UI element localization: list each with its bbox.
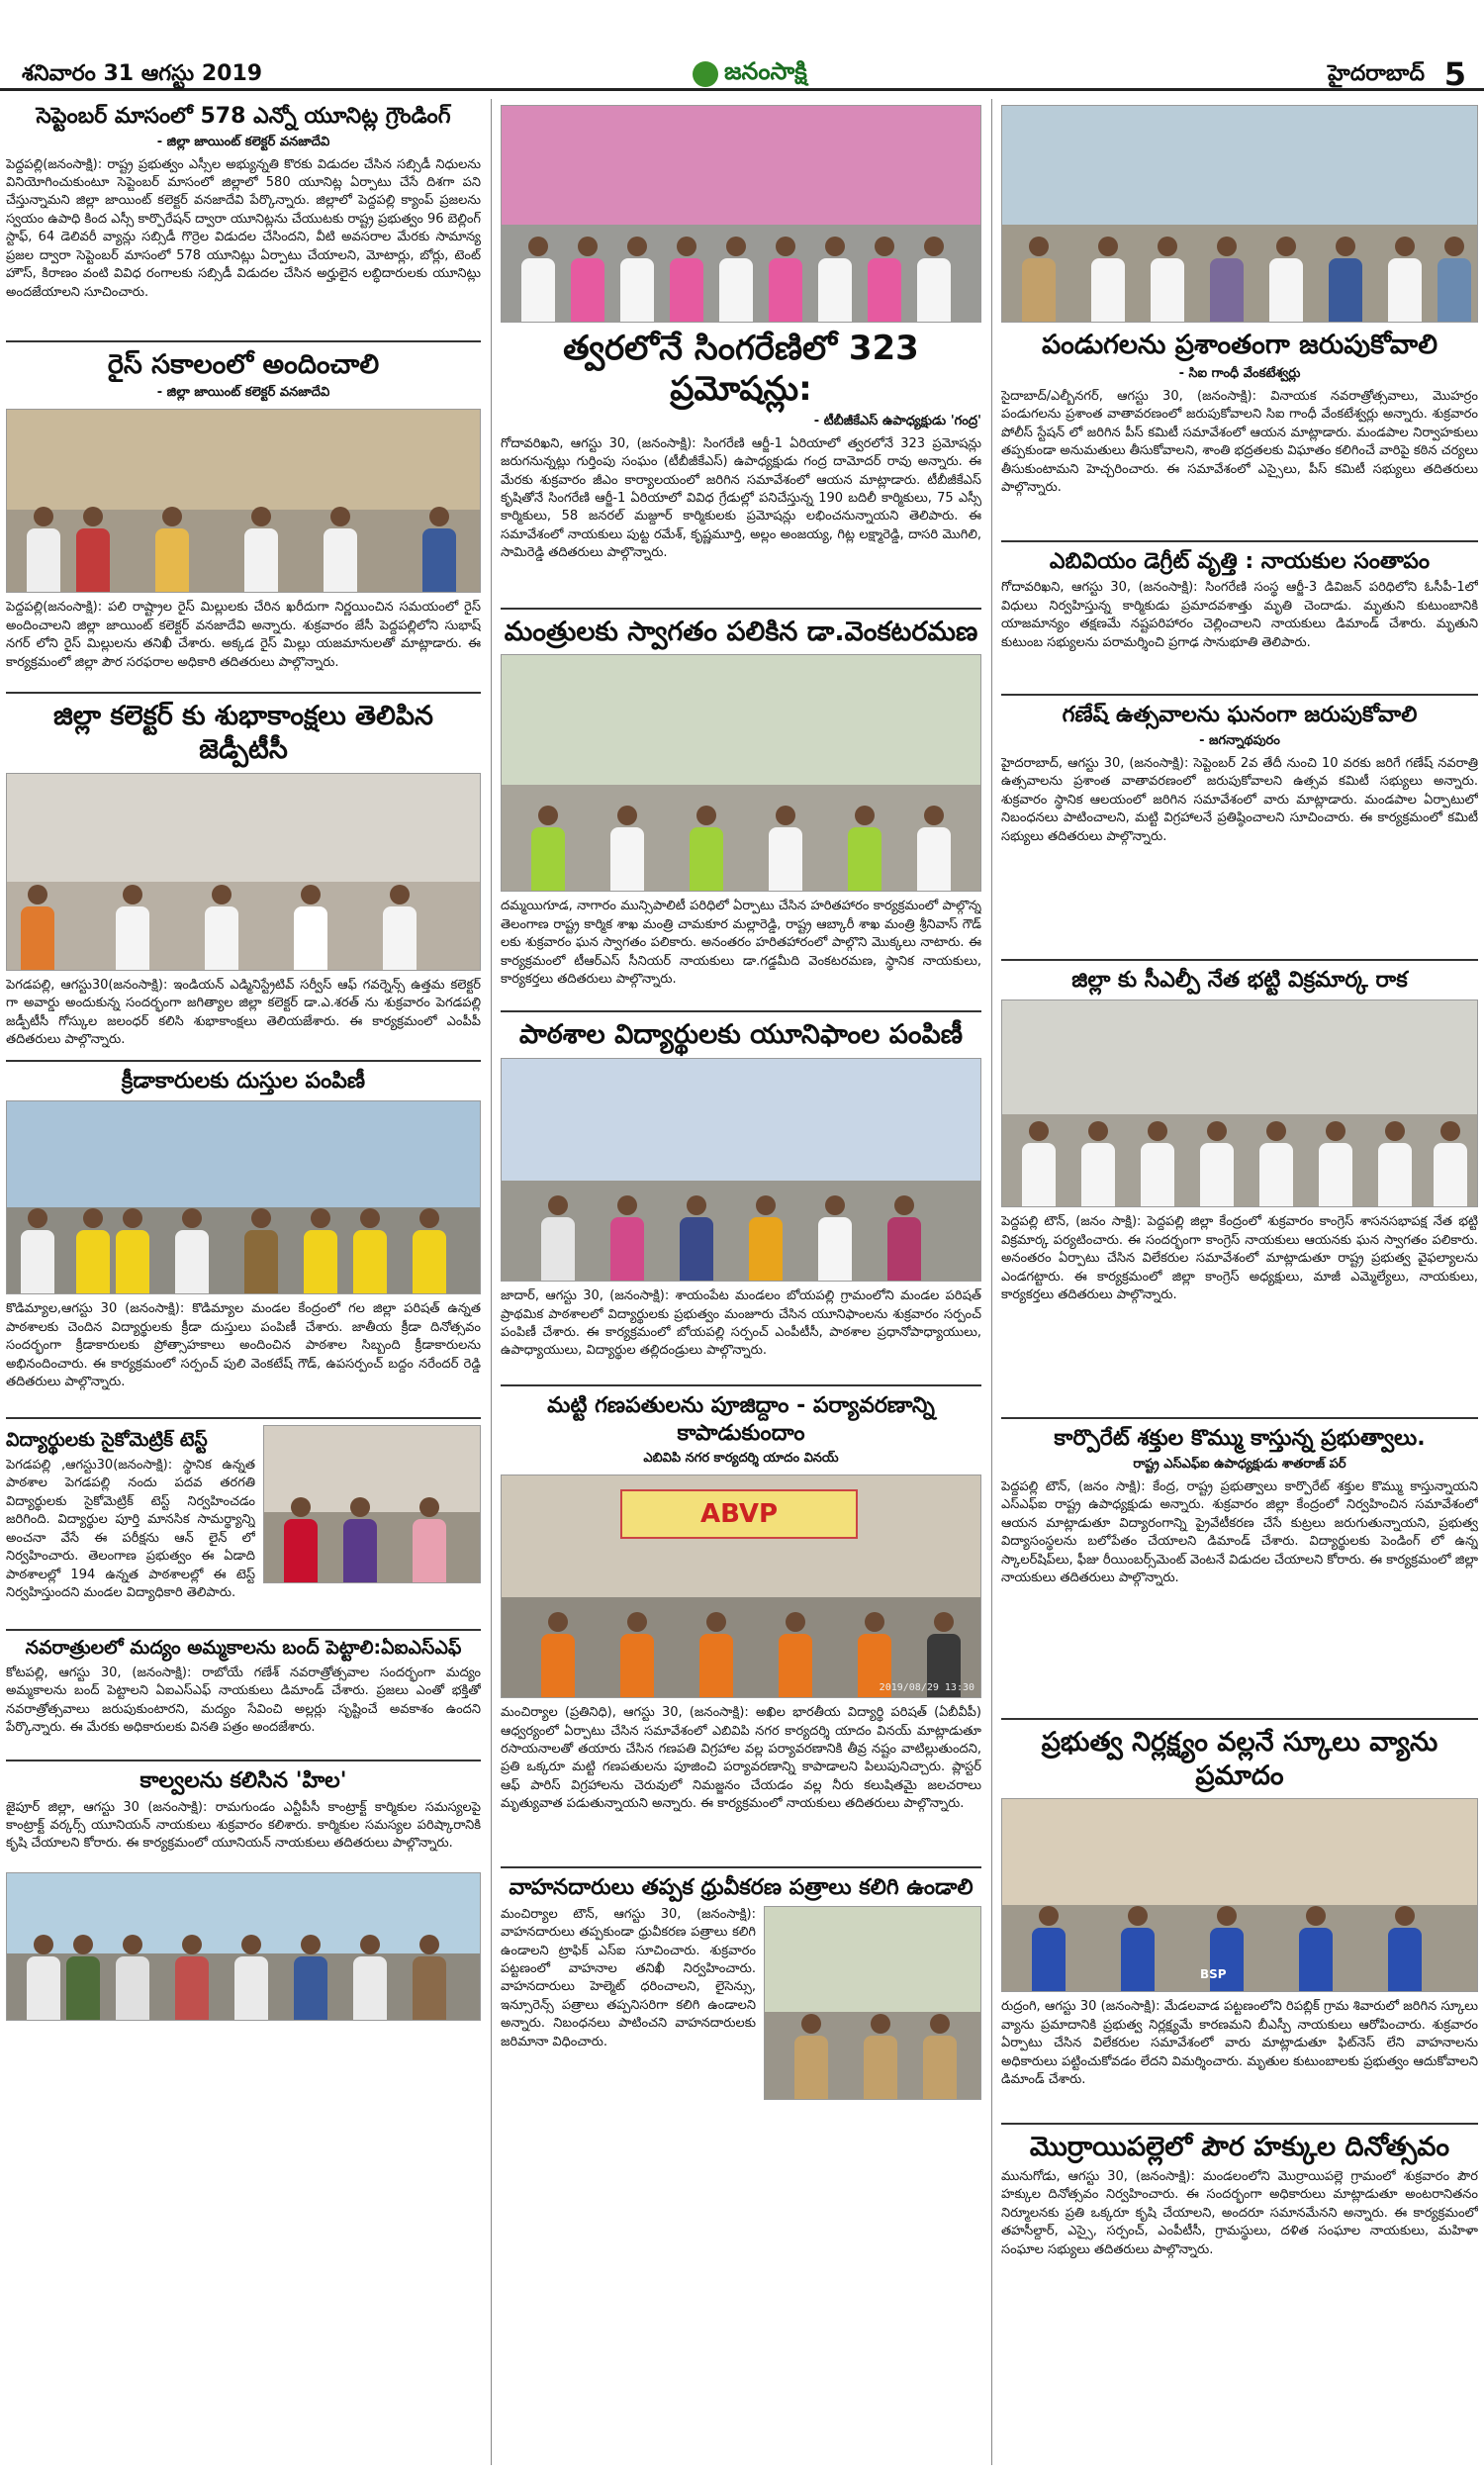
article-headline: జిల్లా కలెక్టర్ కు శుభాకాంక్షలు తెలిపిన జెడ్పీటీసీ (52, 701, 434, 765)
article-byline: - సిఐ గాంధీ వేంకటేశ్వర్లు (1178, 365, 1301, 381)
article-separator (501, 1384, 981, 1386)
article-body: పెద్దపల్లి టౌన్, (జనం సాక్షి): పెద్దపల్లి జిల్లా కేంద్రంలో శుక్రవారం కాంగ్రెస్ శాసనసభాపక్ష నేత భట్టి విక్రమార్క పర్యటించారు. ఈ సందర్భంగా కాంగ్రెస్ నాయకులు ఆయనకు ఘన స్వాగతం పలికారు. అనంతరం ఏర్పాటు చేసిన విలేకరుల సమావేశంలో మాట్లాడుతూ రాష్ట్ర ప్రభుత్వ వైఫల్యాలను ఎండగట్టారు. ఈ కార్యక్రమంలో జిల్లా కాంగ్రెస్ అధ్యక్షులు, మాజీ ఎమ్మెల్యేలు, నాయకులు, కార్యకర్తలు తదితరులు పాల్గొన్నారు. (1001, 1214, 1478, 1303)
column-1 (6, 99, 481, 2465)
news-photo (263, 1425, 481, 1583)
news-photo (1001, 105, 1478, 323)
lead-headline: త్వరలోనే సింగరేణిలో 323 ప్రమోషన్లు: (563, 329, 919, 409)
article-body: పెగడపల్లి ,ఆగస్టు30(జనంసాక్షి): స్థానిక ఉన్నత పాఠశాల పెగడపల్లి నందు పదవ తరగతి విద్యార్థులకు సైకోమెట్రిక్ టెస్ట్ నిర్వహించడం జరిగింది. విద్యార్థుల పూర్తి మానసిక సామర్థ్యాన్ని అంచనా వేసే ఈ పరీక్షను ఆన్ లైన్ లో నిర్వహించారు. తెలంగాణ ప్రభుత్వం ఈ ఏడాది పాఠశాలల్లో 194 ఉన్నత పాఠశాలల్లో ఈ టెస్ట్ నిర్వహిస్తుందని మండల విద్యాధికారి తెలిపారు. (6, 1458, 255, 1601)
page-number: 5 (1443, 55, 1466, 93)
article-headline: మొర్రాయిపల్లెలో పౌర హక్కుల దినోత్సవం (1029, 2132, 1450, 2163)
news-photo (764, 1906, 981, 2100)
article-byline: - జిల్లా జాయింట్ కలెక్టర్ వనజాదేవి (156, 385, 330, 401)
article-body: పెద్దపల్లి(జనంసాక్షి): రాష్ట్ర ప్రభుత్వం ఎస్సీల అభ్యున్నతి కొరకు విడుదల చేసిన సబ్సిడీ నిధులను వినియోగించుకుంటూ సెప్టెంబర్ మాసంలో జిల్లాలో 580 యూనిట్ల ఏర్పాటు చేసే దిశగా పని చేస్తున్నామని జిల్లా జాయింట్ కలెక్టర్ వనజాదేవి పేర్కొన్నారు. జిల్లాలో పెద్దపల్లి క్యాంప్ ప్రజలను స్వయం ఉపాధి కింద ఎస్సీ కార్పొరేషన్ ద్వారా యూనిట్లను చేయుటకు రాష్ట్ర ప్రభుత్వం 96 బెల్లింగ్ స్టాఫ్, 64 డెలివరీ వ్యాన్లు సబ్సిడీ గొర్రెల విడుదల చేసిందని, వీటి అవసరాల మేరకు సామాన్య ప్రజల ద్వారా సెప్టెంబర్ మాసంలో 578 యూనిట్లు ఏర్పాటు చేయాలని, మోటార్లు, బోర్లు, టెంట్ హౌస్, కిరాణం వంటి వివిధ రంగాలకు సబ్సిడీ విడుదల చేసిన అర్హులైన లబ్ధిదారులకు యూనిట్లు అందజేయాలని సూచించారు. (6, 156, 481, 300)
article-separator (1001, 2123, 1478, 2125)
article-with-photo (6, 1425, 481, 1623)
banner-text: ABVP (620, 1489, 858, 1539)
article-separator (6, 1760, 481, 1761)
article-byline: - జగన్నాథపురం (1199, 732, 1280, 748)
article-separator (501, 1866, 981, 1868)
article-headline: నవరాత్రులలో మద్యం అమ్మకాలను బంద్ పెట్టాలి:ఏఐఎస్ఎఫ్ (25, 1637, 462, 1660)
article-byline: - జిల్లా జాయింట్ కలెక్టర్ వనజాదేవి (156, 134, 330, 149)
newspaper-logo (693, 59, 807, 89)
edition-city: హైదరాబాద్ (1328, 61, 1425, 86)
article-headline: గణేష్ ఉత్సవాలను ఘనంగా జరుపుకోవాలి (1062, 703, 1418, 728)
column-divider (991, 99, 992, 2465)
article-body: గోదావరిఖని, ఆగస్టు 30, (జనంసాక్షి): సింగరేణి సంస్థ ఆర్జీ-3 డివిజన్ పరిధిలోని ఓసీపీ-1లో విధులు నిర్వహిస్తున్న కార్మికుడు ప్రమాదవశాత్తు మృతి చెందాడు. మృతుని కుటుంబానికి యాజమాన్యం తక్షణమే నష్టపరిహారం చెల్లించాలని నాయకులు డిమాండ్ చేశారు. మృతుని కుటుంబ సభ్యులను పరామర్శించి ప్రగాఢ సానుభూతి తెలిపారు. (1001, 580, 1478, 650)
article-headline: వాహనదారులు తప్పక ధ్రువీకరణ పత్రాలు కలిగి ఉండాలి (509, 1875, 974, 1901)
article-separator (1001, 1718, 1478, 1720)
photo-timestamp: 2019/08/29 13:30 (879, 1682, 974, 1694)
article-separator (501, 1010, 981, 1012)
article-body: కోటపల్లి, ఆగస్టు 30, (జనంసాక్షి): రాబోయే గణేశ్ నవరాత్రోత్సవాల సందర్భంగా మద్యం అమ్మకాలను బంద్ పెట్టాలని ఏఐఎస్ఎఫ్ నాయకులు డిమాండ్ చేశారు. ప్రజలు ఎంతో భక్తితో నవరాత్రోత్సవాలు జరుపుకుంటారని, మద్యం సేవించి అల్లర్లు సృష్టించే అవకాశం ఉందని పేర్కొన్నారు. ఈ మేరకు అధికారులకు వినతి పత్రం అందజేశారు. (6, 1666, 481, 1736)
masthead (0, 0, 1484, 91)
issue-date: శనివారం 31 ఆగస్టు 2019 (22, 61, 263, 86)
article-separator (1001, 1417, 1478, 1419)
column-divider (491, 99, 492, 2465)
article-headline: రైస్ సకాలంలో అందించాలి (107, 348, 380, 380)
article-body: పెగడపల్లి, ఆగస్టు30(జనంసాక్షి): ఇండియన్ ఎడ్మినిస్ట్రేటివ్ సర్వీస్ ఆఫ్ గవర్నెన్స్ ఉత్తమ కలెక్టర్ గా అవార్డు అందుకున్న సందర్భంగా జగిత్యాల జిల్లా కలెక్టర్ డా.ఎ.శరత్ ను శుక్రవారం పెగడపల్లి జడ్పీటీసీ గోస్కుల జలంధర్ కలిసి శుభాకాంక్షలు తెలియజేశారు. ఈ కార్యక్రమంలో ఎంపీపీ తదితరులు పాల్గొన్నారు. (6, 977, 481, 1048)
article-separator (6, 1060, 481, 1062)
article-separator (1001, 694, 1478, 696)
article-body: జాదార్, ఆగస్టు 30, (జనంసాక్షి): శాయంపేట మండలం బోయపల్లి గ్రామంలోని మండల పరిషత్ ప్రాథమిక పాఠశాలలో విద్యార్థులకు ప్రభుత్వం మంజూరు చేసిన యూనిఫాంలను శుక్రవారం సర్పంచ్ పంపిణీ చేశారు. ఈ కార్యక్రమంలో బోయపల్లి సర్పంచ్ ఎంపీటీసీ, పాఠశాల ప్రధానోపాధ్యాయులు, ఉపాధ్యాయులు, విద్యార్థుల తల్లిదండ్రులు పాల్గొన్నారు. (501, 1288, 981, 1359)
news-photo (501, 105, 981, 323)
article-body: మునుగోడు, ఆగస్టు 30, (జనంసాక్షి): మండలంలోని మొర్రాయిపల్లె గ్రామంలో శుక్రవారం పౌర హక్కుల దినోత్సవం నిర్వహించారు. ఈ సందర్భంగా అధికారులు మాట్లాడుతూ అంటరానితనం నిర్మూలనకు ప్రతి ఒక్కరూ కృషి చేయాలని, అందరూ సమానమేనని అన్నారు. ఈ కార్యక్రమంలో తహసీల్దార్, ఎస్సై, సర్పంచ్, ఎంపీటీసీ, గ్రామస్థులు, దళిత సంఘాల నాయకులు, మహిళా సంఘాల సభ్యులు తదితరులు పాల్గొన్నారు. (1001, 2169, 1478, 2257)
news-photo (6, 1100, 481, 1294)
article-body: మంచిర్యాల (ప్రతినిధి), ఆగస్టు 30, (జనంసాక్షి): అఖిల భారతీయ విద్యార్థి పరిషత్ (ఏబీవీపీ) ఆధ్వర్యంలో ఏర్పాటు చేసిన సమావేశంలో ఎబివిపి నగర కార్యదర్శి యాదం వినయ్ మాట్లాడుతూ రసాయనాలతో తయారు చేసిన గణపతి విగ్రహాల వల్ల పర్యావరణానికి తీవ్ర నష్టం వాటిల్లుతుందని, ప్రతి ఒక్కరూ మట్టి గణపతులను పూజించి పర్యావరణాన్ని కాపాడాలని పిలుపునిచ్చారు. ప్లాస్టర్ ఆఫ్ పారిస్ విగ్రహాలను చెరువులో నిమజ్జనం చేయడం వల్ల నీరు కలుషితమై జలచరాలు మృత్యువాత పడుతున్నాయని అన్నారు. ఈ కార్యక్రమంలో నాయకులు తదితరులు పాల్గొన్నారు. (501, 1705, 981, 1812)
logo-emblem-icon (693, 61, 718, 87)
article-headline: మంత్రులకు స్వాగతం పలికిన డా.వెంకటరమణ (504, 616, 978, 647)
article-body: గోదావరిఖని, ఆగస్టు 30, (జనంసాక్షి): సింగరేణి ఆర్జీ-1 ఏరియాలో త్వరలోనే 323 ప్రమోషన్లు జరుగనున్నట్లు గుర్తింపు సంఘం (టీబీజీకేఎస్) ఉపాధ్యక్షుడు గంద్ర దామోదర్ రావు అన్నారు. ఈ మేరకు శుక్రవారం జీఎం కార్యాలయంలో జరిగిన సమావేశంలో ఆయన మాట్లాడారు. టీబీజీకేఎస్ కృషితోనే సింగరేణి ఆర్జీ-1 ఏరియాలో వివిధ గ్రేడుల్లో పనిచేస్తున్న 190 బదిలీ కార్మికులు, 75 ఎస్సీ కార్మికులు, 58 జనరల్ మజ్దూర్ కార్మికులకు ప్రమోషన్లు లభించనున్నాయని తెలిపారు. ఈ సమావేశంలో నాయకులు పుట్ట రమేశ్, కృష్ణమూర్తి, అల్లం అంజయ్య, గిట్ల లక్ష్మారెడ్డి, దాసరి మొగిలి, సామిరెడ్డి తదితరులు పాల్గొన్నారు. (501, 435, 981, 561)
article-headline: క్రీడాకారులకు దుస్తుల పంపిణీ (121, 1068, 366, 1094)
news-photo (501, 1058, 981, 1282)
article-separator (6, 340, 481, 342)
article-separator (6, 1629, 481, 1631)
article-headline: విద్యార్థులకు సైకోమెట్రిక్ టెస్ట్ (6, 1429, 208, 1452)
news-photo (501, 654, 981, 892)
article-body: కొడిమ్యాల,ఆగస్టు 30 (జనంసాక్షి): కొడిమ్యాల మండల కేంద్రంలో గల జిల్లా పరిషత్ ఉన్నత పాఠశాలకు చెందిన విద్యార్థులకు క్రీడా దుస్తులు పంపిణీ చేశారు. జాతీయ క్రీడా దినోత్సవం సందర్భంగా క్రీడాకారులకు ప్రోత్సాహకాలు అందించిన పాఠశాల సిబ్బంది క్రీడాకారులను అభినందించారు. ఈ కార్యక్రమంలో సర్పంచ్ పులి వెంకటేష్ గౌడ్, ఉపసర్పంచ్ బద్దం నరేందర్ రెడ్డి తదితరులు పాల్గొన్నారు. (6, 1301, 481, 1390)
news-photo (6, 773, 481, 971)
article-body: దమ్మయిగూడ, నాగారం మున్సిపాలిటీ పరిధిలో ఏర్పాటు చేసిన హరితహారం కార్యక్రమంలో పాల్గొన్న తెలంగాణ రాష్ట్ర కార్మిక శాఖ మంత్రి చామకూర మల్లారెడ్డి, రాష్ట్ర ఆబ్కారీ శాఖ మంత్రి శ్రీనివాస్ గౌడ్ లకు శుక్రవారం ఘన స్వాగతం పలికారు. అనంతరం హరితహారంలో పాల్గొని మొక్కలు నాటారు. ఈ కార్యక్రమంలో టీఆర్ఎస్ సీనియర్ నాయకులు డా.గడ్డమీది వెంకటరమణ, స్థానిక నాయకులు, కార్యకర్తలు తదితరులు పాల్గొన్నారు. (501, 899, 981, 988)
article-headline: కాల్వలను కలిసిన 'హిల' (139, 1768, 347, 1793)
article-body: రుద్రంగి, ఆగస్టు 30 (జనంసాక్షి): మేడలవాడ పట్టణంలోని రిపబ్లిక్ గ్రామ శివారులో జరిగిన స్కూలు వ్యాను ప్రమాదానికి ప్రభుత్వ నిర్లక్ష్యమే కారణమని బీఎస్పీ నాయకులు ఆరోపించారు. శుక్రవారం ఏర్పాటు చేసిన విలేకరుల సమావేశంలో వారు మాట్లాడుతూ ఫిట్‌నెస్ లేని వాహనాలను అధికారులు పట్టించుకోవడం లేదని విమర్శించారు. మృతుల కుటుంబాలకు ప్రభుత్వం ఆదుకోవాలని డిమాండ్ చేశారు. (1001, 1999, 1478, 2088)
article-body: జైపూర్ జిల్లా, ఆగస్టు 30 (జనంసాక్షి): రామగుండం ఎన్టీపీసీ కాంట్రాక్ట్ కార్మికుల సమస్యలపై కాంట్రాక్ట్ వర్కర్స్ యూనియన్ నాయకులు శుక్రవారం కలిశారు. కార్మికుల సమస్యల పరిష్కారానికి కృషి చేయాలని కోరారు. ఈ కార్యక్రమంలో యూనియన్ నాయకులు తదితరులు పాల్గొన్నారు. (6, 1799, 481, 1852)
news-photo (501, 1475, 981, 1698)
article-body: మంచిర్యాల టౌన్, ఆగస్టు 30, (జనంసాక్షి): వాహనదారులు తప్పకుండా ధ్రువీకరణ పత్రాలు కలిగి ఉండాలని ట్రాఫిక్ ఎస్ఐ సూచించారు. శుక్రవారం పట్టణంలో వాహనాల తనిఖీ నిర్వహించారు. వాహనదారులు హెల్మెట్ ధరించాలని, లైసెన్సు, ఇన్సూరెన్స్ పత్రాలు తప్పనిసరిగా కలిగి ఉండాలని అన్నారు. నిబంధనలు పాటించని వాహనదారులకు జరిమానా విధించారు. (501, 1906, 756, 2049)
article-body: సైదాబాద్/ఎల్బీనగర్, ఆగస్టు 30, (జనంసాక్షి): వినాయక నవరాత్రోత్సవాలు, మొహర్రం పండుగలను ప్రశాంత వాతావరణంలో జరుపుకోవాలని సిఐ గాంధీ వేంకటేశ్వర్లు అన్నారు. శుక్రవారం పోలీస్ స్టేషన్ లో జరిగిన పీస్ కమిటీ సమావేశంలో ఆయన మాట్లాడారు. మండపాల నిర్వాహకులు తప్పకుండా అనుమతులు తీసుకోవాలని, శాంతి భద్రతలకు విఘాతం కలిగించే వారిపై కఠిన చర్యలు తీసుకుంటామని హెచ్చరించారు. ఈ సమావేశంలో ఎస్సైలు, పీస్ కమిటీ సభ్యులు తదితరులు పాల్గొన్నారు. (1001, 388, 1478, 496)
article-separator (1001, 540, 1478, 542)
news-photo (6, 409, 481, 593)
article-separator (1001, 959, 1478, 961)
column-3 (1001, 99, 1478, 2465)
logo-text: జనంసాక్షి (724, 57, 807, 85)
article-with-photo (501, 1906, 981, 2110)
article-byline: రాష్ట్ర ఎస్ఎఫ్ఐ ఉపాధ్యక్షుడు శాతరాజ్ పర్ (1133, 1456, 1346, 1472)
news-photo (1001, 1000, 1478, 1207)
column-2 (501, 99, 981, 2465)
article-headline: పాఠశాల విద్యార్థులకు యూనిఫాంల పంపిణీ (518, 1019, 964, 1051)
article-body: పెద్దపల్లి టౌన్, (జనం సాక్షి): కేంద్ర, రాష్ట్ర ప్రభుత్వాలు కార్పొరేట్ శక్తుల కొమ్ము కాస్తున్నాయని ఎస్ఎఫ్ఐ రాష్ట్ర ఉపాధ్యక్షుడు అన్నారు. శుక్రవారం జిల్లా కేంద్రంలో నిర్వహించిన సమావేశంలో ఆయన మాట్లాడుతూ విద్యారంగాన్ని ప్రైవేటీకరణ చేసే కుట్రలు జరుగుతున్నాయని, ప్రభుత్వ విద్యాసంస్థలను బలోపేతం చేయాలని డిమాండ్ చేశారు. విద్యార్థులకు పెండింగ్ లో ఉన్న స్కాలర్‌షిప్‌లు, ఫీజు రీయింబర్స్‌మెంట్ వెంటనే విడుదల చేయాలని కోరారు. ఈ కార్యక్రమంలో జిల్లా నాయకులు తదితరులు పాల్గొన్నారు. (1001, 1478, 1478, 1586)
article-body: హైదరాబాద్, ఆగస్టు 30, (జనంసాక్షి): సెప్టెంబర్ 2వ తేదీ నుంచి 10 వరకు జరిగే గణేష్ నవరాత్రి ఉత్సవాలను ప్రశాంత వాతావరణంలో జరుపుకోవాలని ఉత్సవ కమిటీ సభ్యులు అన్నారు. శుక్రవారం స్థానిక ఆలయంలో జరిగిన సమావేశంలో వారు మాట్లాడారు. మండపాల ఏర్పాటులో నిబంధనలు పాటించాలని, మట్టి విగ్రహాలనే ప్రతిష్ఠించాలని సూచించారు. ఈ కార్యక్రమంలో కమిటీ సభ్యులు తదితరులు పాల్గొన్నారు. (1001, 755, 1478, 844)
article-headline: ఎబివియం డెగ్రీట్ వృత్తి : నాయకుల సంతాపం (1049, 548, 1431, 574)
article-byline: - టీబీజీకేఎస్ ఉపాధ్యక్షుడు 'గంద్ర' (813, 413, 981, 428)
article-headline: ప్రభుత్వ నిర్లక్ష్యం వల్లనే స్కూలు వ్యాను ప్రమాదం (1041, 1726, 1438, 1791)
article-headline: పండుగలను ప్రశాంతంగా జరుపుకోవాలి (1041, 330, 1438, 360)
article-separator (6, 692, 481, 694)
article-body: పెద్దపల్లి(జనంసాక్షి): పలి రాష్ట్రాల రైస్ మిల్లులకు చేరిన ఖరీదుగా నిర్ణయించిన సమయంలో రైస్ అందించాలని జిల్లా జాయింట్ కలెక్టర్ వనజాదేవి అన్నారు. శుక్రవారం జేసీ పెద్దపల్లిలోని సుభాష్ నగర్ లోని రైస్ మిల్లులను తనిఖీ చేశారు. అక్కడ రైస్ మిల్లు యజమానులతో మాట్లాడారు. ఈ కార్యక్రమంలో జిల్లా పౌర సరఫరాల అధికారి తదితరులు పాల్గొన్నారు. (6, 600, 481, 670)
article-headline: సెప్టెంబర్ మాసంలో 578 ఎన్నో యూనిట్ల గ్రౌండింగ్ (36, 104, 451, 129)
article-separator (501, 608, 981, 610)
shawl-badge: BSP (1200, 1967, 1227, 1982)
article-byline: ఎబివిపి నగర కార్యదర్శి యాదం వినయ్ (643, 1451, 839, 1467)
news-photo (6, 1872, 481, 2021)
article-headline: జిల్లా కు సీఎల్పీ నేత భట్టి విక్రమార్క రాక (1071, 967, 1408, 993)
article-headline: కార్పొరేట్ శక్తుల కొమ్ము కాస్తున్న ప్రభుత్వాలు. (1054, 1426, 1426, 1452)
news-photo (1001, 1798, 1478, 1992)
article-headline: మట్టి గణపతులను పూజిద్దాం - పర్యావరణాన్ని కాపాడుకుందాం (547, 1393, 935, 1446)
article-separator (6, 1417, 481, 1419)
